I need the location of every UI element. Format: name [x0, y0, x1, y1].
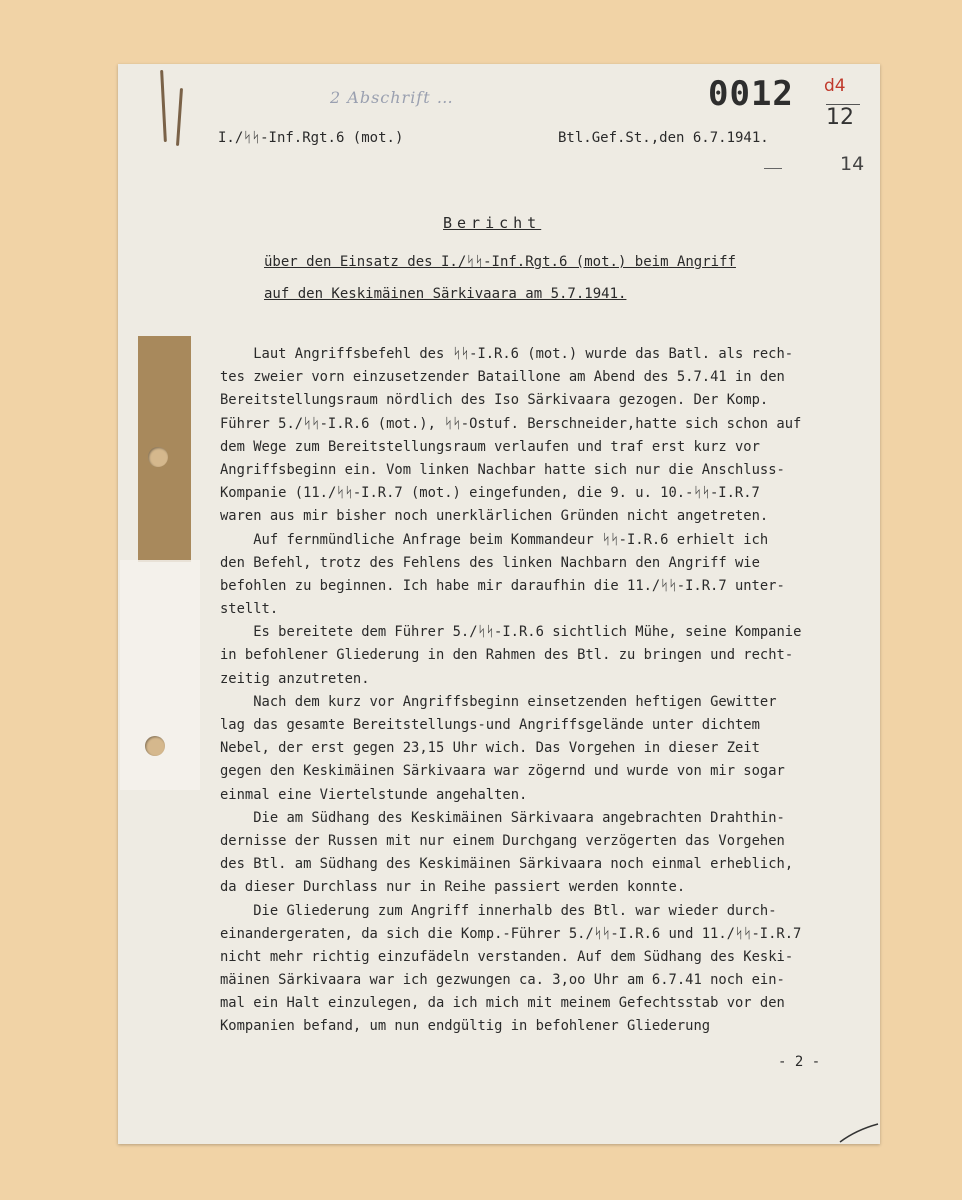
body-line: den Befehl, trotz des Fehlens des linken Nachbarn den Angriff wie	[220, 554, 760, 571]
body-line: Nach dem kurz vor Angriffsbeginn einsetzenden heftigen Gewitter	[220, 693, 777, 710]
body-line: stellt.	[220, 601, 279, 618]
repair-tape	[120, 560, 200, 790]
body-line: gegen den Keskimäinen Särkivaara war zögernd und wurde von mir sogar	[220, 763, 785, 780]
place-date: Btl.Gef.St.,den 6.7.1941.	[558, 130, 769, 146]
body-line: Bereitstellungsraum nördlich des Iso Särkivaara gezogen. Der Komp.	[220, 392, 769, 409]
punch-hole	[148, 447, 168, 467]
folio-dash	[764, 168, 782, 169]
page-number: - 2 -	[778, 1054, 821, 1070]
handwritten-note: 2 Abschrift …	[330, 88, 454, 107]
page-corner-curl	[836, 1120, 880, 1144]
unit-designation: I./ᛋᛋ-Inf.Rgt.6 (mot.)	[218, 130, 404, 146]
body-line: einmal eine Viertelstunde angehalten.	[220, 786, 528, 803]
body-line: Es bereitete dem Führer 5./ᛋᛋ-I.R.6 sichtlich Mühe, seine Kompanie	[220, 624, 802, 641]
body-line: befohlen zu beginnen. Ich habe mir daraufhin die 11./ᛋᛋ-I.R.7 unter-	[220, 577, 785, 594]
body-line: Angriffsbeginn ein. Vom linken Nachbar hatte sich nur die Anschluss-	[220, 461, 785, 478]
report-subtitle-line-1: über den Einsatz des I./ᛋᛋ-Inf.Rgt.6 (mot.) beim Angriff	[264, 254, 736, 270]
body-line: Kompanien befand, um nun endgültig in befohlener Gliederung	[220, 1018, 711, 1035]
body-line: des Btl. am Südhang des Keskimäinen Särkivaara noch einmal erheblich,	[220, 856, 794, 873]
body-line: Kompanie (11./ᛋᛋ-I.R.7 (mot.) eingefunden, die 9. u. 10.-ᛋᛋ-I.R.7	[220, 485, 760, 502]
body-line: dem Wege zum Bereitstellungsraum verlaufen und traf erst kurz vor	[220, 438, 760, 455]
archive-stamp-number: 0012	[708, 74, 794, 114]
body-line: waren aus mir bisher noch unerklärlichen Gründen nicht angetreten.	[220, 508, 769, 525]
body-line: Führer 5./ᛋᛋ-I.R.6 (mot.), ᛋᛋ-Ostuf. Berschneider,hatte sich schon auf	[220, 415, 802, 432]
report-body	[220, 343, 870, 1039]
body-line: nicht mehr richtig einzufädeln verstanden. Auf dem Südhang des Keski-	[220, 948, 794, 965]
body-line: in befohlener Gliederung in den Rahmen des Btl. zu bringen und recht-	[220, 647, 794, 664]
body-line: mäinen Särkivaara war ich gezwungen ca. 3,oo Uhr am 6.7.41 noch ein-	[220, 972, 785, 989]
body-line: mal ein Halt einzulegen, da ich mich mit meinem Gefechtsstab vor den	[220, 995, 785, 1012]
report-title: Bericht	[443, 214, 542, 232]
body-line: zeitig anzutreten.	[220, 670, 370, 687]
body-line: Laut Angriffsbefehl des ᛋᛋ-I.R.6 (mot.) wurde das Batl. als rech-	[220, 346, 794, 362]
body-line: Die Gliederung zum Angriff innerhalb des Btl. war wieder durch-	[220, 902, 777, 919]
body-line: Die am Südhang des Keskimäinen Särkivaara angebrachten Drahthin-	[220, 809, 785, 826]
report-subtitle-line-2: auf den Keskimäinen Särkivaara am 5.7.1941.	[264, 286, 627, 302]
folio-number: 12	[826, 104, 860, 130]
body-line: da dieser Durchlass nur in Reihe passiert werden konnte.	[220, 879, 686, 896]
body-line: tes zweier vorn einzusetzender Bataillone am Abend des 5.7.41 in den	[220, 369, 785, 386]
body-line: dernisse der Russen mit nur einem Durchgang verzögerten das Vorgehen	[220, 832, 785, 849]
folio-number-secondary: 14	[840, 153, 865, 175]
body-line: einandergeraten, da sich die Komp.-Führer 5./ᛋᛋ-I.R.6 und 11./ᛋᛋ-I.R.7	[220, 925, 802, 942]
red-annotation: d4	[824, 76, 846, 96]
body-line: Auf fernmündliche Anfrage beim Kommandeur ᛋᛋ-I.R.6 erhielt ich	[220, 531, 769, 548]
punch-hole	[145, 736, 165, 756]
body-line: Nebel, der erst gegen 23,15 Uhr wich. Das Vorgehen in dieser Zeit	[220, 740, 760, 757]
body-line: lag das gesamte Bereitstellungs-und Angriffsgelände unter dichtem	[220, 717, 760, 733]
